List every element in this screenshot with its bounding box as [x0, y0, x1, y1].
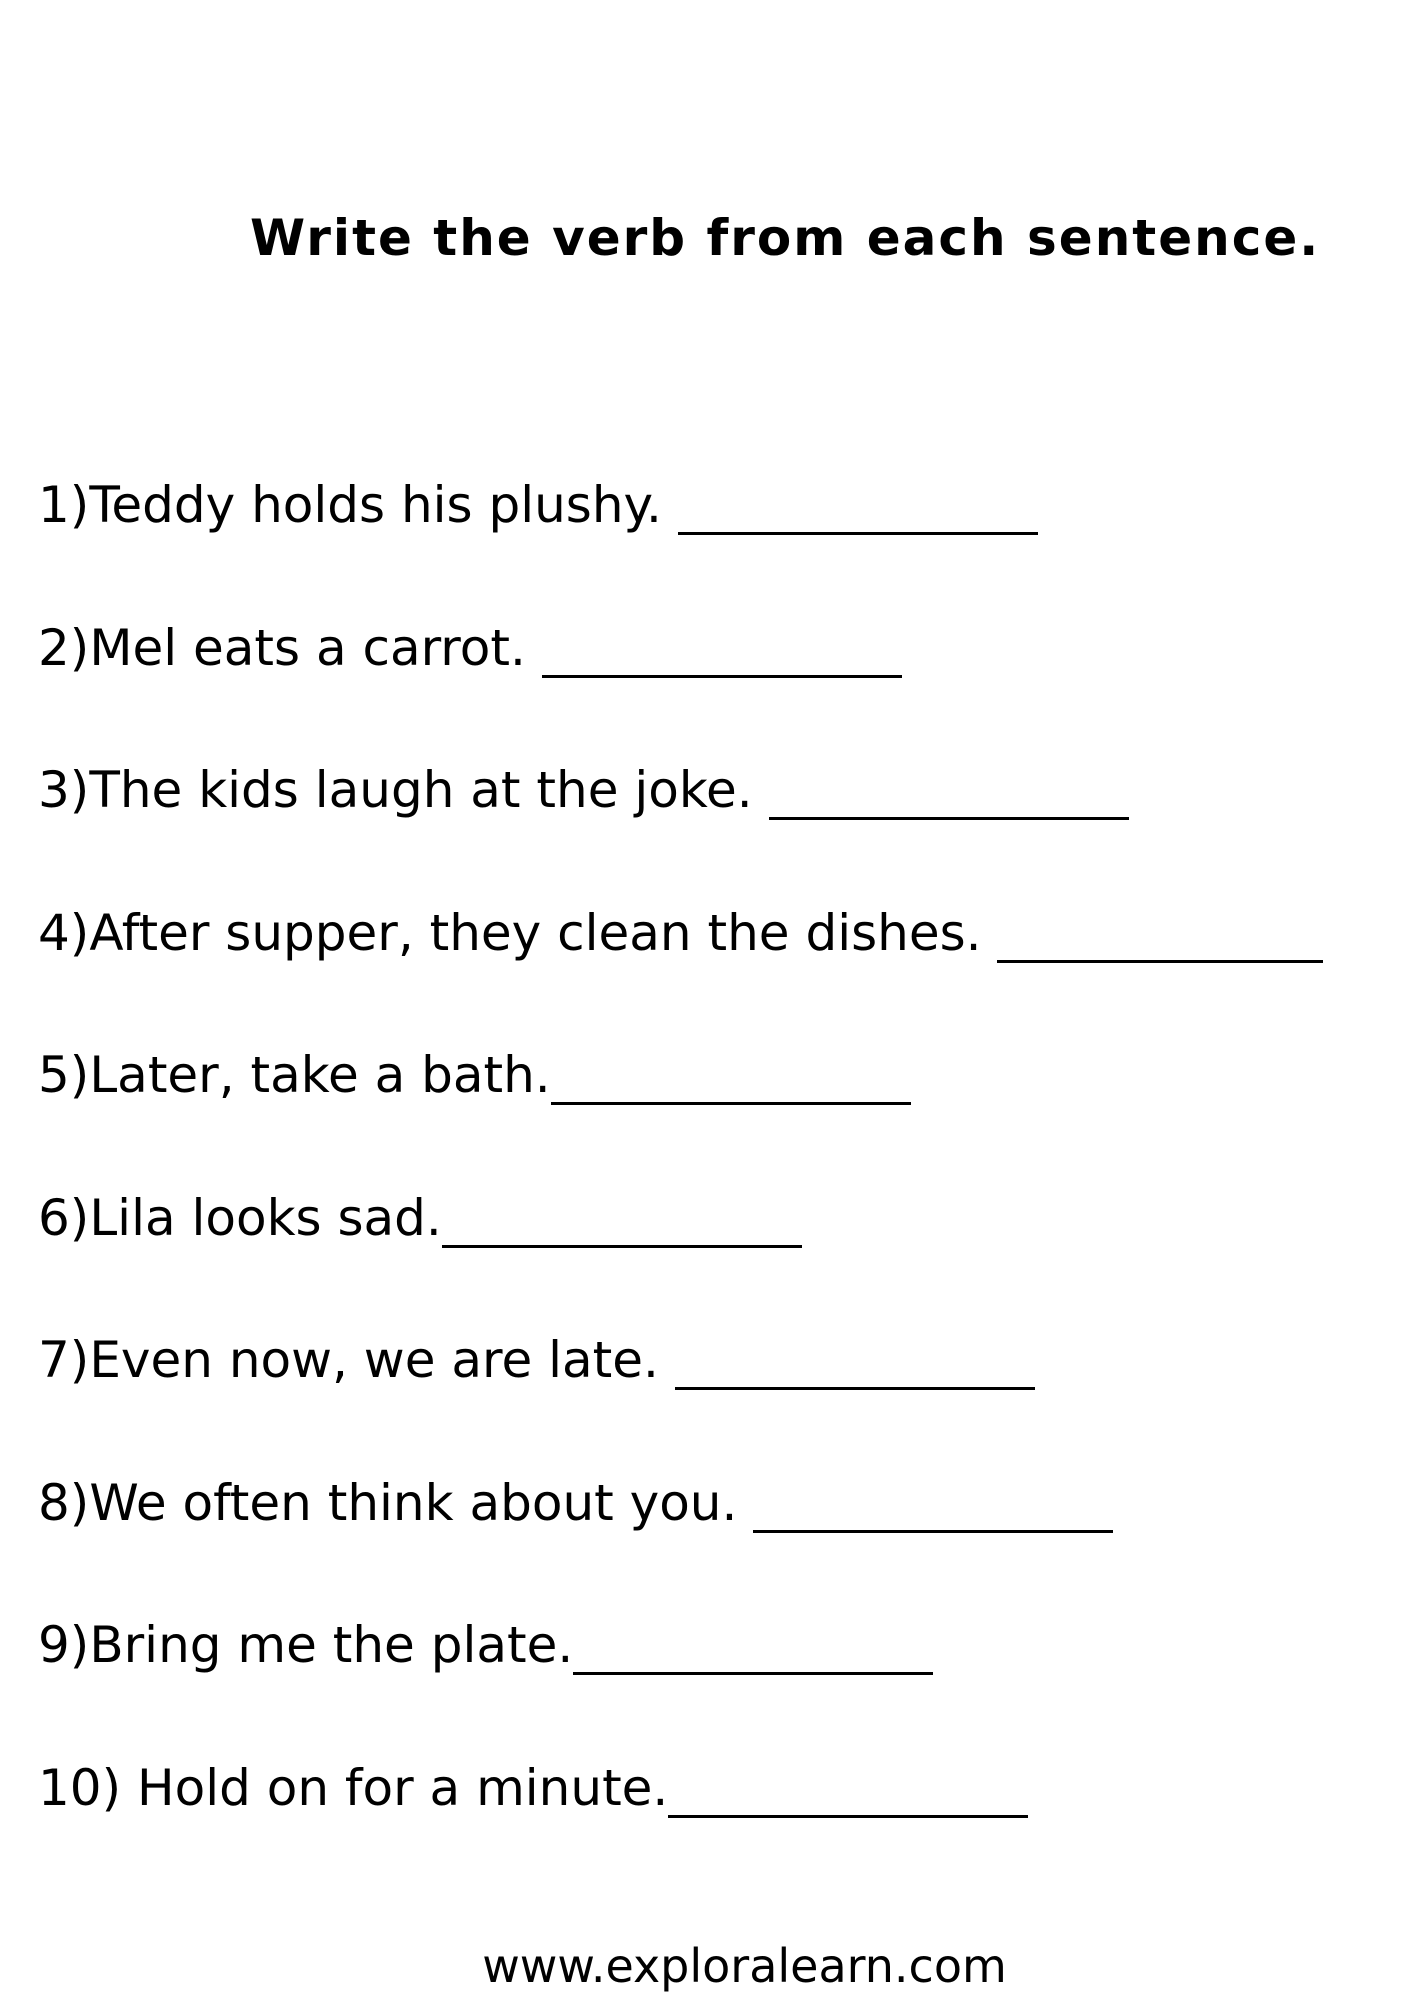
- answer-blank[interactable]: [753, 1468, 1113, 1533]
- question-item: [38, 470, 1414, 613]
- question-item: [38, 1610, 1414, 1753]
- question-text: 7)Even now, we are late.: [38, 1331, 675, 1389]
- question-item: [38, 613, 1414, 756]
- question-text: 5)Later, take a bath.: [38, 1046, 551, 1104]
- answer-blank[interactable]: [542, 613, 902, 678]
- answer-blank[interactable]: [442, 1183, 802, 1248]
- question-text: 1)Teddy holds his plushy.: [38, 476, 678, 534]
- answer-blank[interactable]: [573, 1610, 933, 1675]
- question-text: 4)After supper, they clean the dishes.: [38, 903, 998, 962]
- answer-blank[interactable]: [675, 1325, 1035, 1390]
- question-list: [38, 470, 1414, 1895]
- answer-blank[interactable]: [769, 755, 1129, 820]
- question-text: 3)The kids laugh at the joke.: [38, 761, 769, 819]
- question-text: 10) Hold on for a minute.: [38, 1758, 669, 1817]
- question-item: [38, 755, 1414, 898]
- question-item: [38, 1468, 1414, 1611]
- footer-website: www.exploralearn.com: [482, 1939, 1007, 1993]
- question-item: [38, 1040, 1414, 1183]
- question-text: 8)We often think about you.: [38, 1473, 754, 1532]
- answer-blank[interactable]: [997, 898, 1323, 963]
- answer-blank[interactable]: [668, 1753, 1028, 1818]
- question-text: 2)Mel eats a carrot.: [38, 618, 542, 677]
- question-text: 9)Bring me the plate.: [38, 1616, 574, 1674]
- answer-blank[interactable]: [551, 1040, 911, 1105]
- answer-blank[interactable]: [678, 470, 1038, 535]
- question-item: [38, 1753, 1414, 1896]
- question-item: [38, 898, 1414, 1041]
- question-item: [38, 1183, 1414, 1326]
- question-item: [38, 1325, 1414, 1468]
- worksheet-title: Write the verb from each sentence.: [250, 209, 1321, 267]
- question-text: 6)Lila looks sad.: [38, 1188, 442, 1247]
